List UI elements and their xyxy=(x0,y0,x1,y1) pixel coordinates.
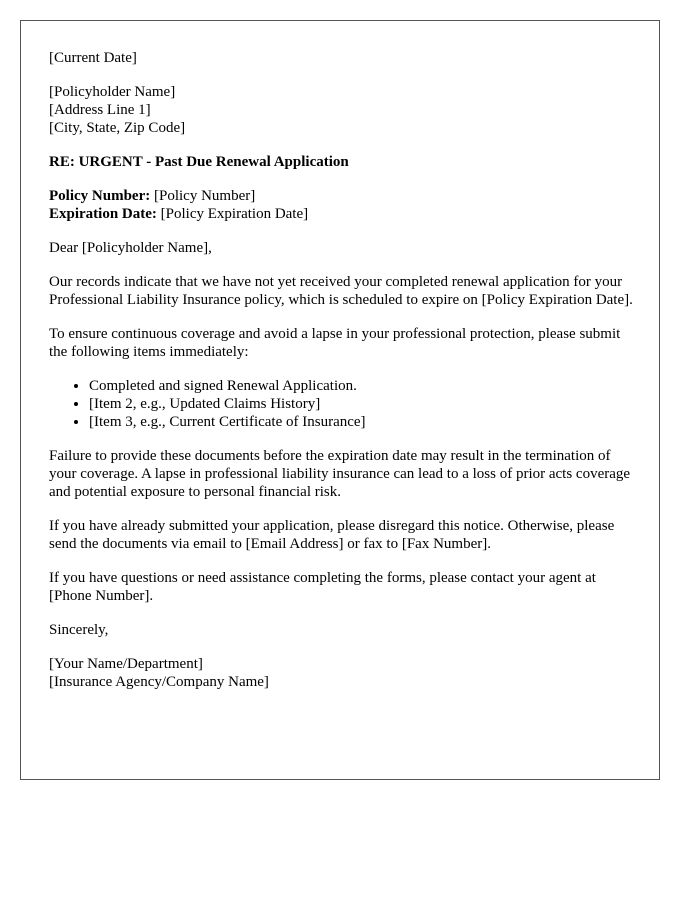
body-paragraph-4: If you have already submitted your application, please disregard this notice. Otherwise, please send the documents via email to [Email Address] or fax to [Fax Number]. xyxy=(49,518,615,552)
recipient-city-state-zip: [City, State, Zip Code] xyxy=(49,120,186,136)
signature-company: [Insurance Agency/Company Name] xyxy=(49,674,269,690)
policy-number-label: Policy Number: xyxy=(49,188,151,204)
body-paragraph-3: Failure to provide these documents before the expiration date may result in the termination of your coverage. A lapse in professional liability insurance can lead to a loss of prior acts coverage and potential exposure to personal financial risk. xyxy=(49,448,631,500)
signature-block xyxy=(49,655,639,691)
policy-number-value: [Policy Number] xyxy=(153,188,256,204)
body-paragraph-5: If you have questions or need assistance completing the forms, please contact your agent at [Phone Number]. xyxy=(49,570,596,604)
letter-subject: RE: URGENT - Past Due Renewal Application xyxy=(49,154,349,170)
letter-date: [Current Date] xyxy=(49,50,137,66)
list-item: • Completed and signed Renewal Application. xyxy=(89,377,639,395)
recipient-address-line: [Address Line 1] xyxy=(49,102,151,118)
list-item: • [Item 3, e.g., Current Certificate of Insurance] xyxy=(89,413,639,431)
expiration-date-label: Expiration Date: xyxy=(49,206,157,222)
salutation: Dear [Policyholder Name], xyxy=(49,240,212,256)
expiration-date-value: [Policy Expiration Date] xyxy=(160,206,309,222)
signature-name: [Your Name/Department] xyxy=(49,656,203,672)
body-paragraph-2: To ensure continuous coverage and avoid a lapse in your professional protection, please submit the following items immediately: xyxy=(49,326,621,360)
letter-page xyxy=(20,20,660,780)
letter-body xyxy=(49,49,639,707)
recipient-address-block xyxy=(49,83,639,137)
recipient-name: [Policyholder Name] xyxy=(49,84,176,100)
required-items-list xyxy=(49,377,639,431)
list-item: • [Item 2, e.g., Updated Claims History] xyxy=(89,395,639,413)
policy-details xyxy=(49,187,639,223)
closing: Sincerely, xyxy=(49,622,109,638)
body-paragraph-1: Our records indicate that we have not yet received your completed renewal application for your Professional Liability Insurance policy, which is scheduled to expire on [Policy Expiration Date]. xyxy=(49,274,633,308)
